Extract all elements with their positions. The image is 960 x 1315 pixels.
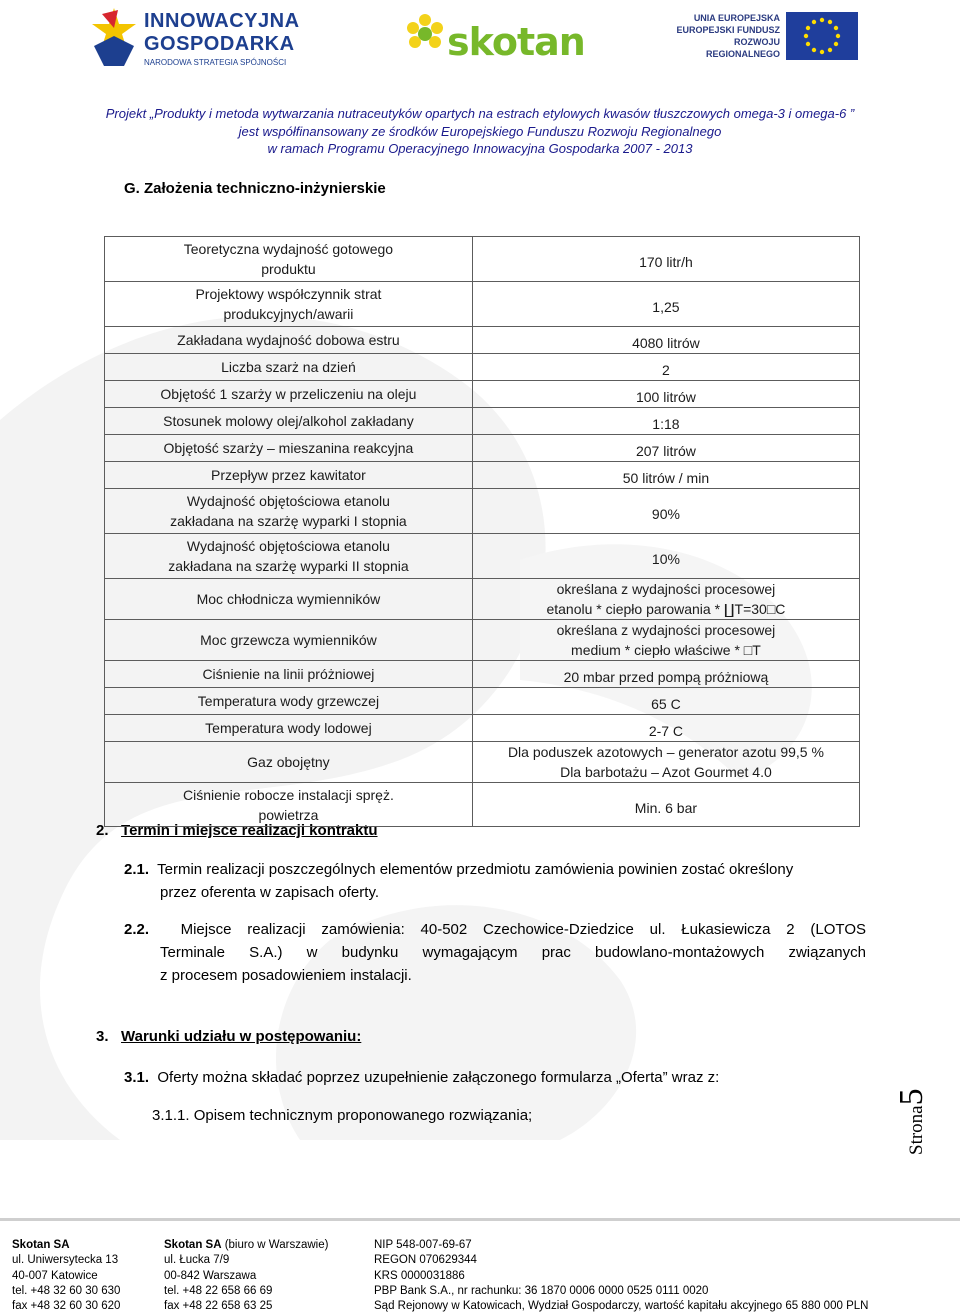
footer-line: tel. +48 22 658 66 69 <box>164 1284 273 1297</box>
row-label-line: produkcyjnych/awarii <box>223 306 354 322</box>
row-label <box>105 742 473 783</box>
row-value-line: 65 C <box>651 696 681 712</box>
row-label-line: Ciśnienie robocze instalacji spręż. <box>182 786 394 803</box>
project-line-3: w ramach Programu Operacyjnego Innowacyjna Gospodarka 2007 - 2013 <box>267 141 693 156</box>
page-label: Strona <box>906 1105 927 1155</box>
ig-line3: NARODOWA STRATEGIA SPÓJNOŚCI <box>144 58 287 67</box>
table-row <box>105 462 860 489</box>
innowacyjna-gospodarka-logo <box>88 6 308 70</box>
table-row <box>105 489 860 534</box>
row-value <box>472 783 859 827</box>
footer-divider <box>0 1218 960 1221</box>
sec2-2-line2: Terminale S.A.) w budynku wymagającym prac budowlano-montażowych związanych <box>160 944 866 961</box>
project-line-2: jest współfinansowany ze środków Europejskiego Funduszu Rozwoju Regionalnego <box>238 124 722 139</box>
row-value-line: 50 litrów / min <box>622 470 710 486</box>
table-row <box>105 620 860 661</box>
row-label <box>105 534 473 579</box>
row-label-line: Wydajność objętościowa etanolu <box>186 493 390 509</box>
skotan-wordmark: skotan <box>447 20 585 64</box>
table-row <box>105 661 860 688</box>
footer-line: ul. Łucka 7/9 <box>164 1254 230 1267</box>
sec3-1-1-text: 3.1.1. Opisem technicznym proponowanego rozwiązania; <box>152 1107 533 1124</box>
footer-line: fax +48 22 658 63 25 <box>164 1300 273 1313</box>
sec2-1-line2: przez oferenta w zapisach oferty. <box>160 884 379 901</box>
skotan-flower-icon <box>405 8 451 68</box>
row-label <box>105 579 473 620</box>
sec2-1-number: 2.1. <box>124 861 150 878</box>
table-row <box>105 435 860 462</box>
project-line-1: Projekt „Produkty i metoda wytwarzania nutraceutyków opartych na estrach etylowych kwasów tłuszczowych omega-3 i omega-6 ” <box>105 106 855 121</box>
table-row <box>105 327 860 354</box>
eu-line3: ROZWOJU REGIONALNEGO <box>705 37 780 59</box>
footer-line: KRS 0000031886 <box>374 1269 465 1282</box>
row-label-line: Gaz obojętny <box>247 754 330 770</box>
table-row <box>105 381 860 408</box>
row-label-line: zakładana na szarżę wyparki I stopnia <box>170 513 407 529</box>
row-value-line: 2 <box>662 362 670 378</box>
row-label-line: powietrza <box>258 806 319 823</box>
footer-line: 00-842 Warszawa <box>164 1269 257 1282</box>
row-label-line: Objętość szarży – mieszanina reakcyjna <box>163 440 414 456</box>
row-value <box>472 661 859 688</box>
row-value <box>472 742 859 783</box>
row-value <box>472 620 859 661</box>
row-value <box>472 381 859 408</box>
row-value <box>472 327 859 354</box>
row-label <box>105 783 473 827</box>
skotan-logo <box>405 8 585 68</box>
row-value-line: 100 litrów <box>635 389 696 405</box>
footer-line: Sąd Rejonowy w Katowicach, Wydział Gospodarczy, wartość kapitału akcyjnego 65 880 000 PLN <box>374 1300 869 1313</box>
row-label-line: produktu <box>261 261 316 277</box>
row-label <box>105 462 473 489</box>
row-label-line: Moc chłodnicza wymienników <box>196 591 381 607</box>
row-value <box>472 534 859 579</box>
row-value-line: określana z wydajności procesowej <box>556 622 776 638</box>
footer-col-1 <box>12 1238 120 1314</box>
row-label-line: Moc grzewcza wymienników <box>200 632 377 648</box>
footer-line: PBP Bank S.A., nr rachunku: 36 1870 0006 0000 0525 0111 0020 <box>374 1284 709 1297</box>
sec2-1-line1: Termin realizacji poszczególnych elementów przedmiotu zamówienia powinien zostać określony <box>157 861 794 878</box>
page-number <box>893 1060 953 1170</box>
row-value-line: Dla barbotażu – Azot Gourmet 4.0 <box>560 764 772 780</box>
row-value-line: 170 litr/h <box>639 254 693 270</box>
sec2-2-line3: z procesem posadowieniem instalacji. <box>160 967 412 984</box>
sec3-1-text: Oferty można składać poprzez uzupełnienie załączonego formularza „Oferta” wraz z: <box>157 1069 720 1086</box>
row-label-line: Objętość 1 szarży w przeliczeniu na oleju <box>160 386 417 402</box>
table-row <box>105 742 860 783</box>
row-value <box>472 408 859 435</box>
table-row <box>105 282 860 327</box>
row-value <box>472 435 859 462</box>
table-row <box>105 534 860 579</box>
row-value <box>472 489 859 534</box>
sec3-title: Warunki udziału w postępowaniu: <box>121 1028 362 1045</box>
row-label <box>105 237 473 282</box>
footer-office-suffix: (biuro w Warszawie) <box>221 1239 329 1251</box>
footer-line: 40-007 Katowice <box>12 1269 98 1282</box>
sec2-2-paragraph <box>124 918 866 987</box>
row-value-line: 207 litrów <box>635 443 696 459</box>
row-value-line: 2-7 C <box>648 723 684 739</box>
footer-line: ul. Uniwersytecka 13 <box>12 1254 119 1267</box>
row-label <box>105 715 473 742</box>
footer-col-3 <box>374 1238 868 1314</box>
row-value-line: 1:18 <box>652 416 680 432</box>
sec2-2-number: 2.2. <box>124 921 150 938</box>
table-row <box>105 715 860 742</box>
table-row <box>105 579 860 620</box>
row-value <box>472 715 859 742</box>
footer-line: fax +48 32 60 30 620 <box>12 1300 121 1313</box>
sec2-number: 2. <box>96 822 109 839</box>
row-label <box>105 688 473 715</box>
section-title: G. Założenia techniczno-inżynierskie <box>124 180 386 197</box>
sec3-1-paragraph <box>124 1066 824 1089</box>
row-value <box>472 688 859 715</box>
table-row <box>105 688 860 715</box>
row-label-line: Wydajność objętościowa etanolu <box>186 538 390 554</box>
row-label-line: Zakładana wydajność dobowa estru <box>177 332 400 348</box>
row-label-line: Przepływ przez kawitator <box>211 467 366 483</box>
row-label <box>105 620 473 661</box>
row-value-line: Dla poduszek azotowych – generator azotu 99,5 % <box>507 744 824 760</box>
row-value <box>472 579 859 620</box>
sec3-heading <box>96 1028 361 1045</box>
row-value <box>472 462 859 489</box>
table-row <box>105 783 860 827</box>
ig-line1: INNOWACYJNA <box>144 10 300 32</box>
row-label-line: Stosunek molowy olej/alkohol zakładany <box>163 413 414 429</box>
row-label-line: Liczba szarż na dzień <box>221 359 356 375</box>
row-value-line: etanolu * ciepło parowania * ∐T=30□C <box>546 601 786 617</box>
eu-line1: UNIA EUROPEJSKA <box>693 13 780 23</box>
eu-text <box>668 12 780 60</box>
row-value-line: określana z wydajności procesowej <box>556 581 776 597</box>
row-label-line: Teoretyczna wydajność gotowego <box>183 241 394 257</box>
row-value-line: 10% <box>651 551 680 567</box>
row-value-line: 1,25 <box>652 299 680 315</box>
footer-col-2 <box>164 1238 328 1314</box>
footer-office-name: Skotan SA <box>164 1239 222 1251</box>
row-label-line: zakładana na szarżę wyparki II stopnia <box>168 558 409 574</box>
table-row <box>105 354 860 381</box>
sec3-1-number: 3.1. <box>124 1069 150 1086</box>
row-value-line: 90% <box>651 506 680 522</box>
footer-company: Skotan SA <box>12 1239 70 1251</box>
row-value <box>472 354 859 381</box>
row-label <box>105 282 473 327</box>
sec2-title: Termin i miejsce realizacji kontraktu <box>121 822 378 839</box>
ig-emblem-icon <box>88 6 140 68</box>
table-row <box>105 237 860 282</box>
table-row <box>105 408 860 435</box>
footer-line: REGON 070629344 <box>374 1254 477 1267</box>
sec2-2-line1: Miejsce realizacji zamówienia: 40-502 Czechowice-Dziedzice ul. Łukasiewicza 2 (LOTOS <box>180 921 866 938</box>
row-value-line: medium * ciepło właściwe * □T <box>571 642 761 658</box>
sec3-number: 3. <box>96 1028 109 1045</box>
row-value <box>472 237 859 282</box>
eu-flag-icon <box>786 12 858 60</box>
row-label <box>105 435 473 462</box>
row-label <box>105 489 473 534</box>
row-label <box>105 661 473 688</box>
row-label-line: Temperatura wody lodowej <box>205 720 372 736</box>
row-value <box>472 282 859 327</box>
row-label <box>105 327 473 354</box>
page-number-value: 5 <box>893 1088 930 1106</box>
row-value-line: Min. 6 bar <box>634 799 698 816</box>
row-value-line: 4080 litrów <box>632 335 700 351</box>
row-label <box>105 354 473 381</box>
row-label <box>105 408 473 435</box>
row-label <box>105 381 473 408</box>
spec-table <box>104 236 860 827</box>
row-label-line: Temperatura wody grzewczej <box>197 693 380 709</box>
row-label-line: Ciśnienie na linii próżniowej <box>202 666 375 682</box>
eu-line2: EUROPEJSKI FUNDUSZ <box>676 25 780 35</box>
row-label-line: Projektowy współczynnik strat <box>195 286 382 302</box>
footer-line: tel. +48 32 60 30 630 <box>12 1284 121 1297</box>
sec2-1-paragraph <box>124 858 866 904</box>
eu-logo <box>668 12 868 62</box>
ig-line2: GOSPODARKA <box>144 33 295 55</box>
footer-line: NIP 548-007-69-67 <box>374 1239 472 1251</box>
row-value-line: 20 mbar przed pompą próżniową <box>563 669 769 685</box>
